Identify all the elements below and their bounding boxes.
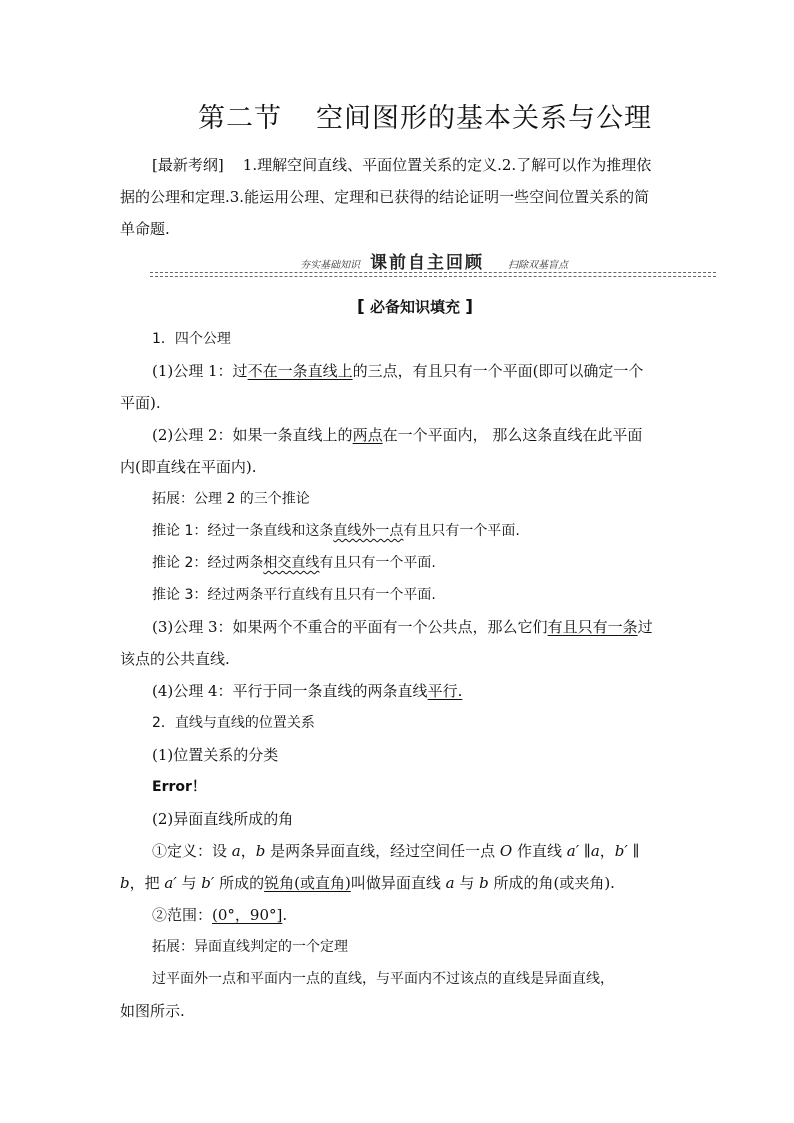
axiom-4-blank: 平行.: [427, 682, 463, 700]
axiom-3-text-b: 过: [637, 618, 653, 636]
def-var-a-2: a: [590, 842, 600, 860]
banner-rule-bottom: [150, 276, 716, 277]
bracket-close: ]: [465, 297, 474, 317]
heading-four-axioms: 1．四个公理: [152, 331, 231, 347]
def-text-d: 作直线: [512, 842, 567, 860]
range-text-a: ②范围：: [152, 906, 213, 924]
def-text-e: ∥: [579, 842, 591, 860]
syllabus-text-1: 1.理解空间直线、平面位置关系的定义.2.了解可以作为推理依: [242, 156, 652, 174]
axiom-3-line-1: [152, 610, 653, 644]
axiom-1-text-b: 的三点，有且只有一个平面(即可以确定一个: [352, 362, 644, 380]
axiom-1-line-1: [152, 354, 643, 388]
axiom-2-line-2: 内(即直线在平面内).: [120, 458, 257, 476]
def-var-b: b: [255, 842, 266, 860]
def-var-a-3: a: [445, 874, 455, 892]
section-heading: [0, 296, 794, 317]
section-banner: [150, 244, 716, 278]
corollary-2-text-a: 推论 2：经过两条: [152, 555, 264, 571]
heading-line-relations: 2．直线与直线的位置关系: [152, 715, 315, 731]
subheading-classification: (1)位置关系的分类: [152, 746, 279, 764]
axiom-1-blank: 不在一条直线上: [247, 362, 353, 380]
banner-rule-top: [150, 272, 716, 273]
def-text-m: 所成的角(或夹角).: [488, 874, 615, 892]
def-blank-acute-angle: 锐角(或直角): [264, 874, 351, 892]
subheading-angle: (2)异面直线所成的角: [152, 810, 294, 828]
extension-theorem: 拓展：异面直线判定的一个定理: [152, 939, 348, 955]
def-text-g: ∥: [627, 842, 640, 860]
bracket-open: [: [356, 297, 365, 317]
corollary-2-text-b: 有且只有一个平面.: [319, 555, 436, 571]
def-text-f: ，: [599, 842, 615, 860]
def-var-b-2: b: [120, 874, 130, 892]
def-var-a: a: [231, 842, 241, 860]
title-text: 空间图形的基本关系与公理: [316, 103, 652, 134]
definition-line-2: [120, 866, 615, 900]
page-title: [0, 96, 794, 135]
corollary-2: [152, 546, 436, 580]
corollary-1: [152, 514, 520, 548]
range-blank: (0°，90°]: [212, 906, 283, 924]
axiom-3-text-a: (3)公理 3：如果两个不重合的平面有一个公共点，那么它们: [152, 618, 548, 636]
def-var-b-3: b: [479, 874, 489, 892]
def-var-a-prime-2: a′: [164, 874, 177, 892]
def-text-i: 与: [176, 874, 202, 892]
error-text: Error！: [152, 779, 206, 795]
syllabus-label: [最新考纲]: [152, 156, 224, 174]
axiom-1-text-a: (1)公理 1：过: [152, 362, 248, 380]
section-heading-text: 必备知识填充: [369, 298, 460, 316]
banner-left-text: 夯实基础知识: [300, 260, 360, 271]
theorem-line-2: 如图所示.: [120, 1002, 185, 1020]
banner-title: 课前自主回顾: [370, 253, 484, 273]
syllabus-line-1: [152, 148, 651, 182]
theorem-line-1: 过平面外一点和平面内一点的直线，与平面内不过该点的直线是异面直线，: [152, 971, 614, 987]
def-text-h: ，把: [129, 874, 165, 892]
axiom-1-line-2: 平面).: [120, 394, 161, 412]
def-text-a: ①定义：设: [152, 842, 232, 860]
axiom-3-line-2: 该点的公共直线.: [120, 650, 230, 668]
def-text-b: ，: [240, 842, 256, 860]
title-section-number: 第二节: [198, 103, 282, 134]
axiom-2-blank: 两点: [352, 426, 383, 444]
axiom-2-text-a: (2)公理 2：如果一条直线上的: [152, 426, 353, 444]
def-text-k: 叫做异面直线: [350, 874, 446, 892]
corollary-1-emph: 直线外一点: [333, 523, 404, 539]
def-text-l: 与: [454, 874, 480, 892]
def-text-j: 所成的: [214, 874, 265, 892]
extension-corollaries: 拓展：公理 2 的三个推论: [152, 491, 310, 507]
corollary-3: 推论 3：经过两条平行直线有且只有一个平面.: [152, 587, 436, 603]
def-var-b-prime: b′: [614, 842, 628, 860]
axiom-2-line-1: [152, 418, 642, 452]
syllabus-line-2: 据的公理和定理.3.能运用公理、定理和已获得的结论证明一些空间位置关系的简: [120, 188, 650, 206]
axiom-4-text-a: (4)公理 4：平行于同一条直线的两条直线: [152, 682, 428, 700]
axiom-3-blank: 有且只有一条: [547, 618, 638, 636]
corollary-1-text-a: 推论 1：经过一条直线和这条: [152, 523, 334, 539]
banner-right-text: 扫除双基盲点: [508, 260, 568, 271]
syllabus-line-3: 单命题.: [120, 220, 170, 238]
def-var-o: O: [499, 842, 513, 860]
corollary-1-text-b: 有且只有一个平面.: [403, 523, 520, 539]
corollary-2-emph: 相交直线: [263, 555, 320, 571]
range-line: [152, 898, 287, 932]
def-var-a-prime: a′: [566, 842, 580, 860]
def-var-b-prime-2: b′: [201, 874, 215, 892]
def-text-c: 是两条异面直线，经过空间任一点: [265, 842, 500, 860]
axiom-4: [152, 674, 462, 708]
definition-line-1: [152, 834, 640, 868]
axiom-2-text-b: 在一个平面内， 那么这条直线在此平面: [382, 426, 643, 444]
range-text-b: .: [282, 906, 288, 924]
